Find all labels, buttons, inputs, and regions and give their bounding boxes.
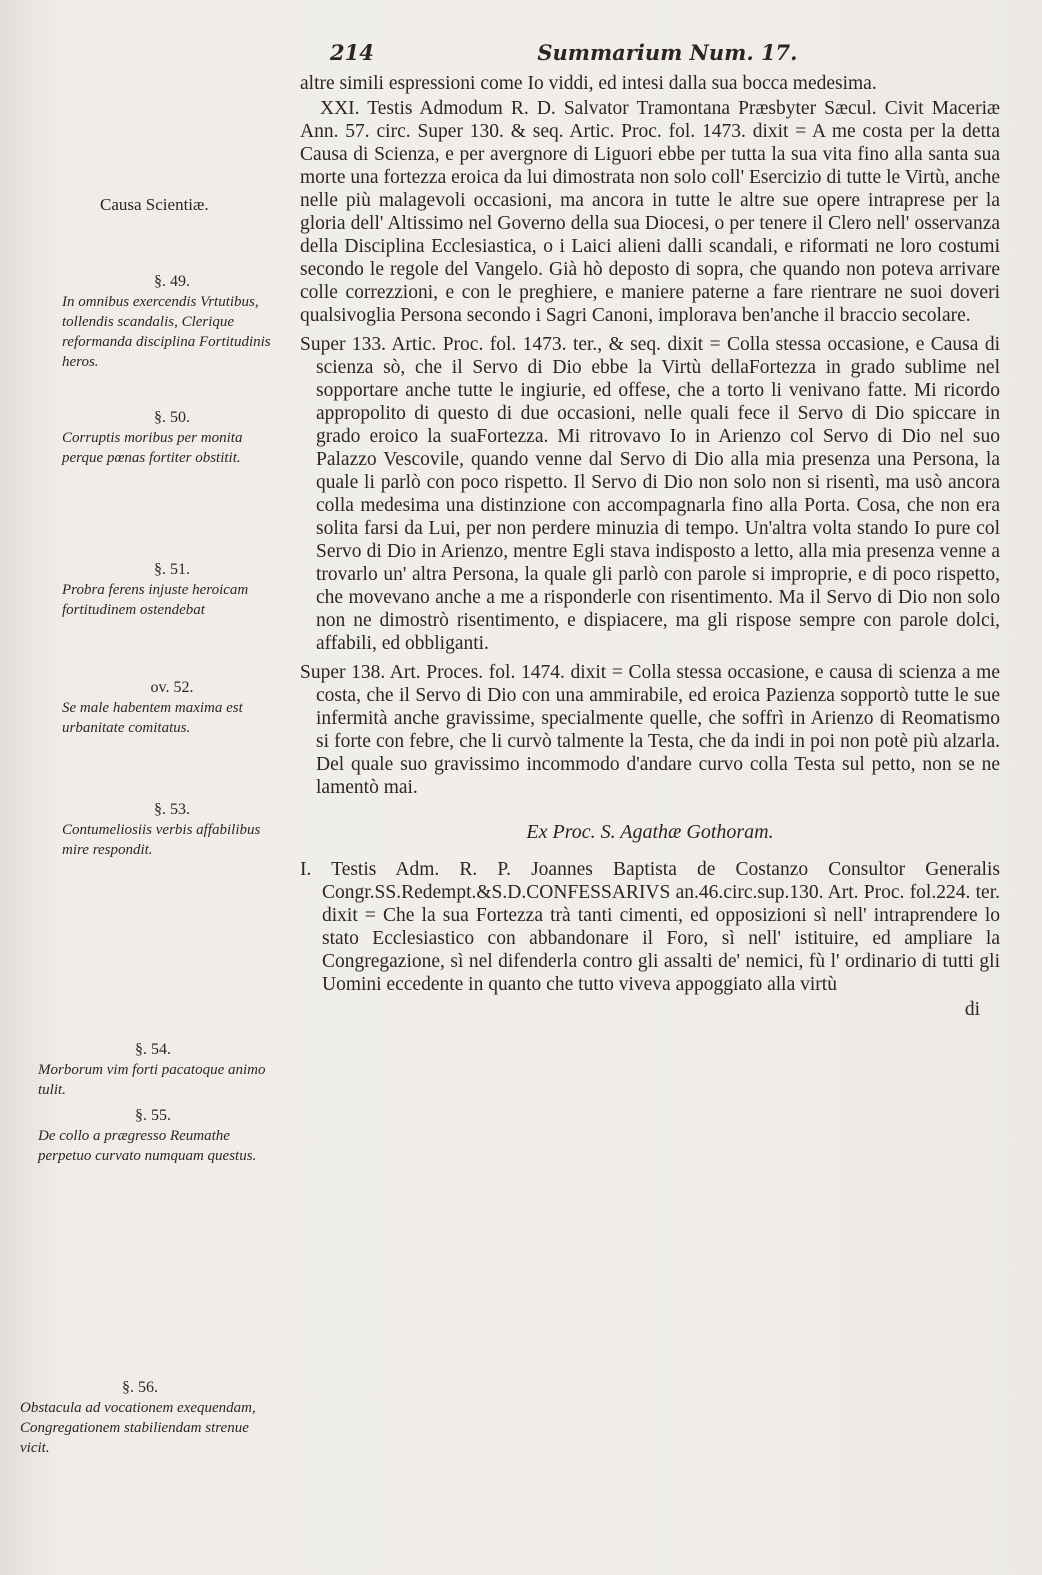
- catchword: di: [964, 999, 980, 1020]
- paragraph-super-133: Super 133. Artic. Proc. fol. 1473. ter., & seq. dixit = Colla stessa occasione, e Causa di scienza sò, che il Servo di Dio ebbe la Virtù dellaFortezza in grado sublime nel sopportare anche tutte le ingiurie, ed offese, che a torto li venivano fatte. Mi ricordo appropolito di questo di due occasioni, nelle quali fece il Servo di Dio spiccare in grado eroico la suaFortezza. Mi ritrovavo Io in Arienzo col Servo di Dio nel suo Palazzo Vescovile, quando venne dal Servo di Dio alla mia presenza una Persona, la quale li parlò con poco rispetto. Il Servo di Dio non solo non si risentì, ma usò ancora colla medesima una distinzione con accompagnarla fino alla Porta. Cosa, che non era solita farsi da Lui, per non perdere minuzia di tempo. Un'altra volta stando Io pure col Servo di Dio in Arienzo, mentre Egli stava indisposto a letto, alla mia presenza venne a trovarlo un' altra Persona, la quale gli parlò con parole si improprie, e di poco rispetto, che movevano anche a me a risponderle con risentimento. Ma il Servo di Dio non solo non ne dimostrò risentimento, e dispiacere, ma gli rispose sempre con parole dolci, affabili, ed obbliganti.: [300, 334, 1000, 654]
- main-text-column: [300, 60, 1000, 1021]
- margin-note-51: [62, 560, 282, 620]
- paragraph-super-138: Super 138. Art. Proces. fol. 1474. dixit = Colla stessa occasione, e causa di scienza a me costa, che il Servo di Dio con una ammirabile, ed eroica Pazienza sopportò tutte le sue infermità anche gravissime, specialmente quelle, che soffrì in Arienzo di Reomatismo si forte con febre, che li curvò talmente la Testa, che da indi in poi non potè più alzarla. Del quale suo gravissimo incommodo d'andare curvo colla Testa sul petto, non se ne lamentò mai.: [300, 662, 1000, 798]
- margin-note-50: [62, 408, 282, 468]
- margin-note-text: De collo a prægresso Reumathe perpetuo curvato numquam questus.: [38, 1128, 257, 1164]
- paragraph-continuation: altre simili espressioni come Io viddi, ed intesi dalla sua bocca medesima.: [300, 73, 877, 94]
- margin-note-text: Corruptis moribus per monita perque pœnas fortiter obstitit.: [62, 430, 243, 466]
- paragraph-testis-xxi: XXI. Testis Admodum R. D. Salvator Tramontana Præsbyter Sæcul. Civit Maceriæ Ann. 57. circ. Super 130. & seq. Artic. Proc. fol. 1473. dixit = A me costa per la detta Causa di Scienza, e per avergnore di Liguori ebbe per tutta la sua vita fino alla santa sua morte una fortezza eroica da lui dimostrata non solo coll' Esercizio di tutte le Virtù, anche nelle più malagevoli occasioni, ma ancora in tutte le altre sue opere intraprese per la gloria dell' Altissimo nel Governo della sua Diocesi, o per tenere il Clero nell' osservanza della Disciplina Ecclesiastica, o i Laici alieni dalli scandali, e riformati ne loro costumi secondo le regole del Vangelo. Già hò deposto di sopra, che quando non poteva arrivare colle correzzioni, e con le preghiere, e maniere paterne a fare rientrare ne suoi doveri qualsivoglia Persona secondo i Sagri Canoni, implorava ben'anche il braccio secolare.: [300, 98, 1000, 326]
- section-number: §. 56.: [122, 1379, 158, 1396]
- margin-note-text: Probra ferens injuste heroicam fortitudinem ostendebat: [62, 582, 249, 618]
- paragraph-testis-i: I. Testis Adm. R. P. Joannes Baptista de Costanzo Consultor Generalis Congr.SS.Redempt.&S.D.CONFESSARIVS an.46.circ.sup.130. Art. Proc. fol.224. ter. dixit = Che la sua Fortezza trà tanti cimenti, ed opposizioni sì nell' intraprendere lo stato Ecclesiastico con abbandonare il Foro, sì nell' istituire, ed ampliare la Congregazione, sì nel difenderla contro gli assalti de' nemici, fù l' ordinario di tutti gli Uomini eccedente in quanto che tutto viveva appoggiato alla virtù: [300, 859, 1000, 995]
- section-number: ov. 52.: [150, 679, 194, 696]
- margin-note-54: [38, 1040, 268, 1100]
- margin-note-text: Morborum vim forti pacatoque animo tulit.: [38, 1062, 266, 1098]
- section-number: §. 51.: [154, 561, 190, 578]
- section-title: Ex Proc. S. Agathæ Gothoram.: [526, 821, 774, 843]
- margin-note-56: [20, 1378, 260, 1458]
- margin-note-text: In omnibus exercendis Vrtutibus, tollendis scandalis, Clerique reformanda disciplina Fortitudinis heros.: [62, 294, 271, 370]
- running-title: Summarium Num. 17.: [537, 40, 798, 65]
- margin-note-text: Obstacula ad vocationem exequendam, Congregationem stabiliendam strenue vicit.: [20, 1400, 256, 1456]
- section-number: §. 55.: [135, 1107, 171, 1124]
- section-number: §. 54.: [135, 1041, 171, 1058]
- margin-note-text: Contumeliosiis verbis affabilibus mire respondit.: [62, 822, 261, 858]
- margin-causa-scientiae: Causa Scientiæ.: [100, 195, 209, 214]
- page-number: 214: [330, 40, 374, 65]
- margin-note-49: [62, 272, 282, 372]
- section-number: §. 53.: [154, 801, 190, 818]
- margin-note-55: [38, 1106, 268, 1166]
- margin-note-52: [62, 678, 282, 738]
- section-number: §. 50.: [154, 409, 190, 426]
- margin-note-53: [62, 800, 282, 860]
- section-number: §. 49.: [154, 273, 190, 290]
- margin-note-text: Se male habentem maxima est urbanitate comitatus.: [62, 700, 243, 736]
